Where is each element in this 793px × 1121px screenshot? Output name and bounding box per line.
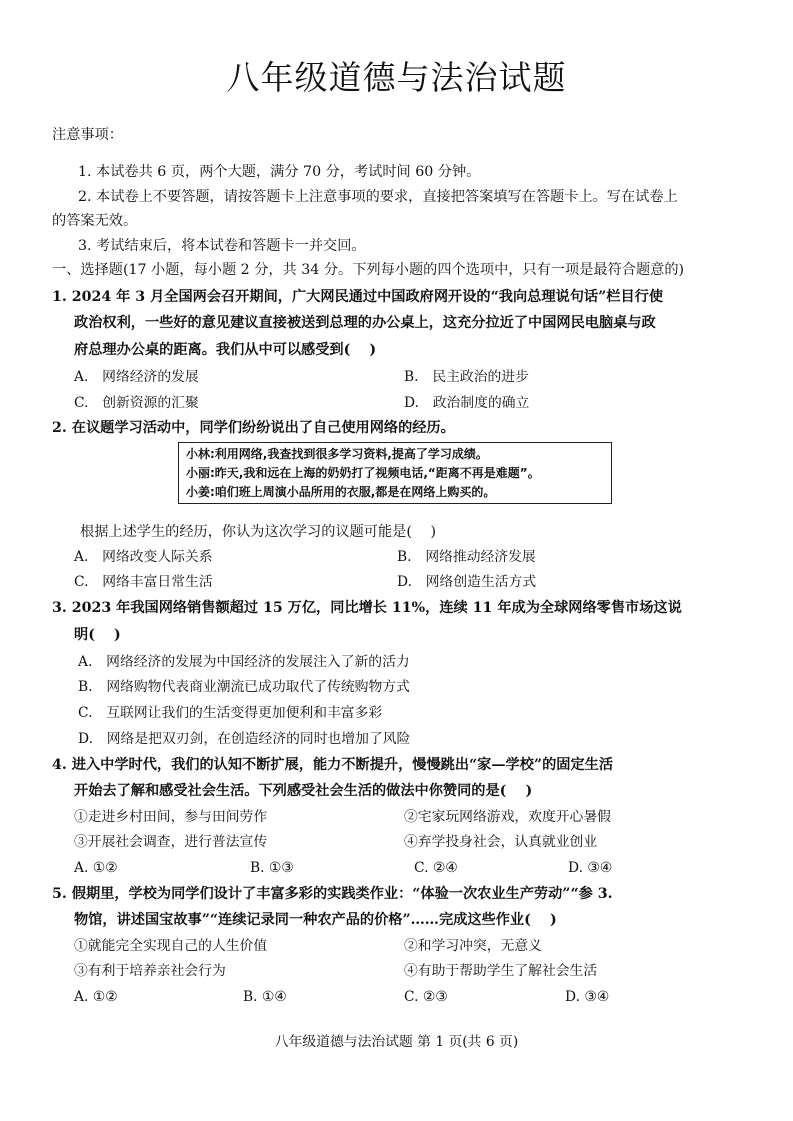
q1-option-d: D. 政治制度的确立 (404, 395, 530, 411)
q5-option-b: B. ①④ (243, 989, 287, 1005)
notice-item-3: 3. 考试结束后，将本试卷和答题卡一并交回。 (78, 238, 366, 254)
q4-option-a: A. ①② (74, 860, 118, 876)
q5-option-c: C. ②③ (404, 989, 448, 1005)
q2-option-b: B. 网络推动经济发展 (397, 549, 536, 565)
q4-option-c: C. ②④ (414, 860, 458, 876)
q4-option-d: D. ③④ (568, 860, 613, 876)
notice-item-2-line-1: 2. 本试卷上不要答题，请按答题卡上注意事项的要求，直接把答案填写在答题卡上。写在试卷上 (78, 189, 678, 205)
q3-line-1: 3. 2023 年我国网络销售额超过 15 万亿，同比增长 11%，连续 11 年成为全球网络零售市场这说 (52, 600, 682, 616)
q2-line-2: 根据上述学生的经历，你认为这次学习的议题可能是( ) (80, 524, 437, 540)
notice-heading: 注意事项： (52, 127, 123, 143)
q3-option-c: C. 互联网让我们的生活变得更加便利和丰富多彩 (78, 705, 383, 721)
q2-quote-box (178, 442, 612, 504)
q2-line-1: 2. 在议题学习活动中，同学们纷纷说出了自己使用网络的经历。 (52, 420, 455, 436)
q4-statement-1: ①走进乡村田间，参与田间劳作 (74, 809, 268, 825)
q4-statement-4: ④弃学投身社会，认真就业创业 (404, 834, 598, 850)
q1-line-1: 1. 2024 年 3 月全国两会召开期间，广大网民通过中国政府网开设的“我向总理说句话”栏目行使 (52, 289, 664, 305)
q1-option-b: B. 民主政治的进步 (404, 369, 529, 385)
q3-line-2: 明( ) (74, 627, 121, 643)
q4-line-2: 开始去了解和感受社会生活。下列感受社会生活的做法中你赞同的是( ) (74, 783, 533, 799)
q5-statement-4: ④有助于帮助学生了解社会生活 (404, 963, 598, 979)
q1-option-a: A. 网络经济的发展 (74, 369, 199, 385)
q5-option-a: A. ①② (74, 989, 118, 1005)
q2-option-d: D. 网络创造生活方式 (397, 574, 537, 590)
q4-statement-2: ②宅家玩网络游戏，欢度开心暑假 (404, 809, 611, 825)
notice-item-2-line-2: 的答案无效。 (52, 213, 138, 229)
q2-quote-3: 小姜:咱们班上周演小品所用的衣服,都是在网络上购买的。 (186, 485, 496, 499)
q2-option-c: C. 网络丰富日常生活 (74, 574, 213, 590)
q5-statement-2: ②和学习冲突，无意义 (404, 938, 542, 954)
q3-option-a: A. 网络经济的发展为中国经济的发展注入了新的活力 (78, 654, 410, 670)
q4-statement-3: ③开展社会调查，进行普法宣传 (74, 834, 268, 850)
q1-line-2: 政治权利，一些好的意见建议直接被送到总理的办公桌上，这充分拉近了中国网民电脑桌与政 (74, 315, 656, 331)
q2-option-a: A. 网络改变人际关系 (74, 549, 213, 565)
notice-item-1: 1. 本试卷共 6 页，两个大题，满分 70 分，考试时间 60 分钟。 (78, 164, 481, 180)
q5-line-1: 5. 假期里，学校为同学们设计了丰富多彩的实践类作业：“体验一次农业生产劳动”“参 3. (52, 886, 613, 902)
q5-line-2: 物馆，讲述国宝故事”“连续记录同一种农产品的价格”……完成这些作业( ) (74, 912, 557, 928)
q1-line-3: 府总理办公桌的距离。我们从中可以感受到( ) (74, 342, 377, 358)
page-title: 八年级道德与法治试题 (226, 58, 567, 97)
q4-option-b: B. ①③ (250, 860, 294, 876)
page-footer: 八年级道德与法治试题 第 1 页(共 6 页) (274, 1034, 519, 1050)
q5-option-d: D. ③④ (565, 989, 610, 1005)
q2-quote-2: 小丽:昨天,我和远在上海的奶奶打了视频电话,“距离不再是难题”。 (186, 466, 540, 480)
q3-option-b: B. 网络购物代表商业潮流已成功取代了传统购物方式 (78, 679, 410, 695)
q1-option-c: C. 创新资源的汇聚 (74, 395, 199, 411)
section-1-header: 一、选择题(17 小题，每小题 2 分，共 34 分。下列每小题的四个选项中，只有一项是最符合题意的) (52, 262, 685, 278)
q3-option-d: D. 网络是把双刃剑，在创造经济的同时也增加了风险 (78, 731, 411, 747)
q4-line-1: 4. 进入中学时代，我们的认知不断扩展，能力不断提升，慢慢跳出“家—学校”的固定生活 (52, 757, 614, 773)
q5-statement-3: ③有利于培养亲社会行为 (74, 963, 226, 979)
q5-statement-1: ①就能完全实现自己的人生价值 (74, 938, 268, 954)
q2-quote-1: 小林:利用网络,我查找到很多学习资料,提高了学习成绩。 (186, 447, 488, 461)
